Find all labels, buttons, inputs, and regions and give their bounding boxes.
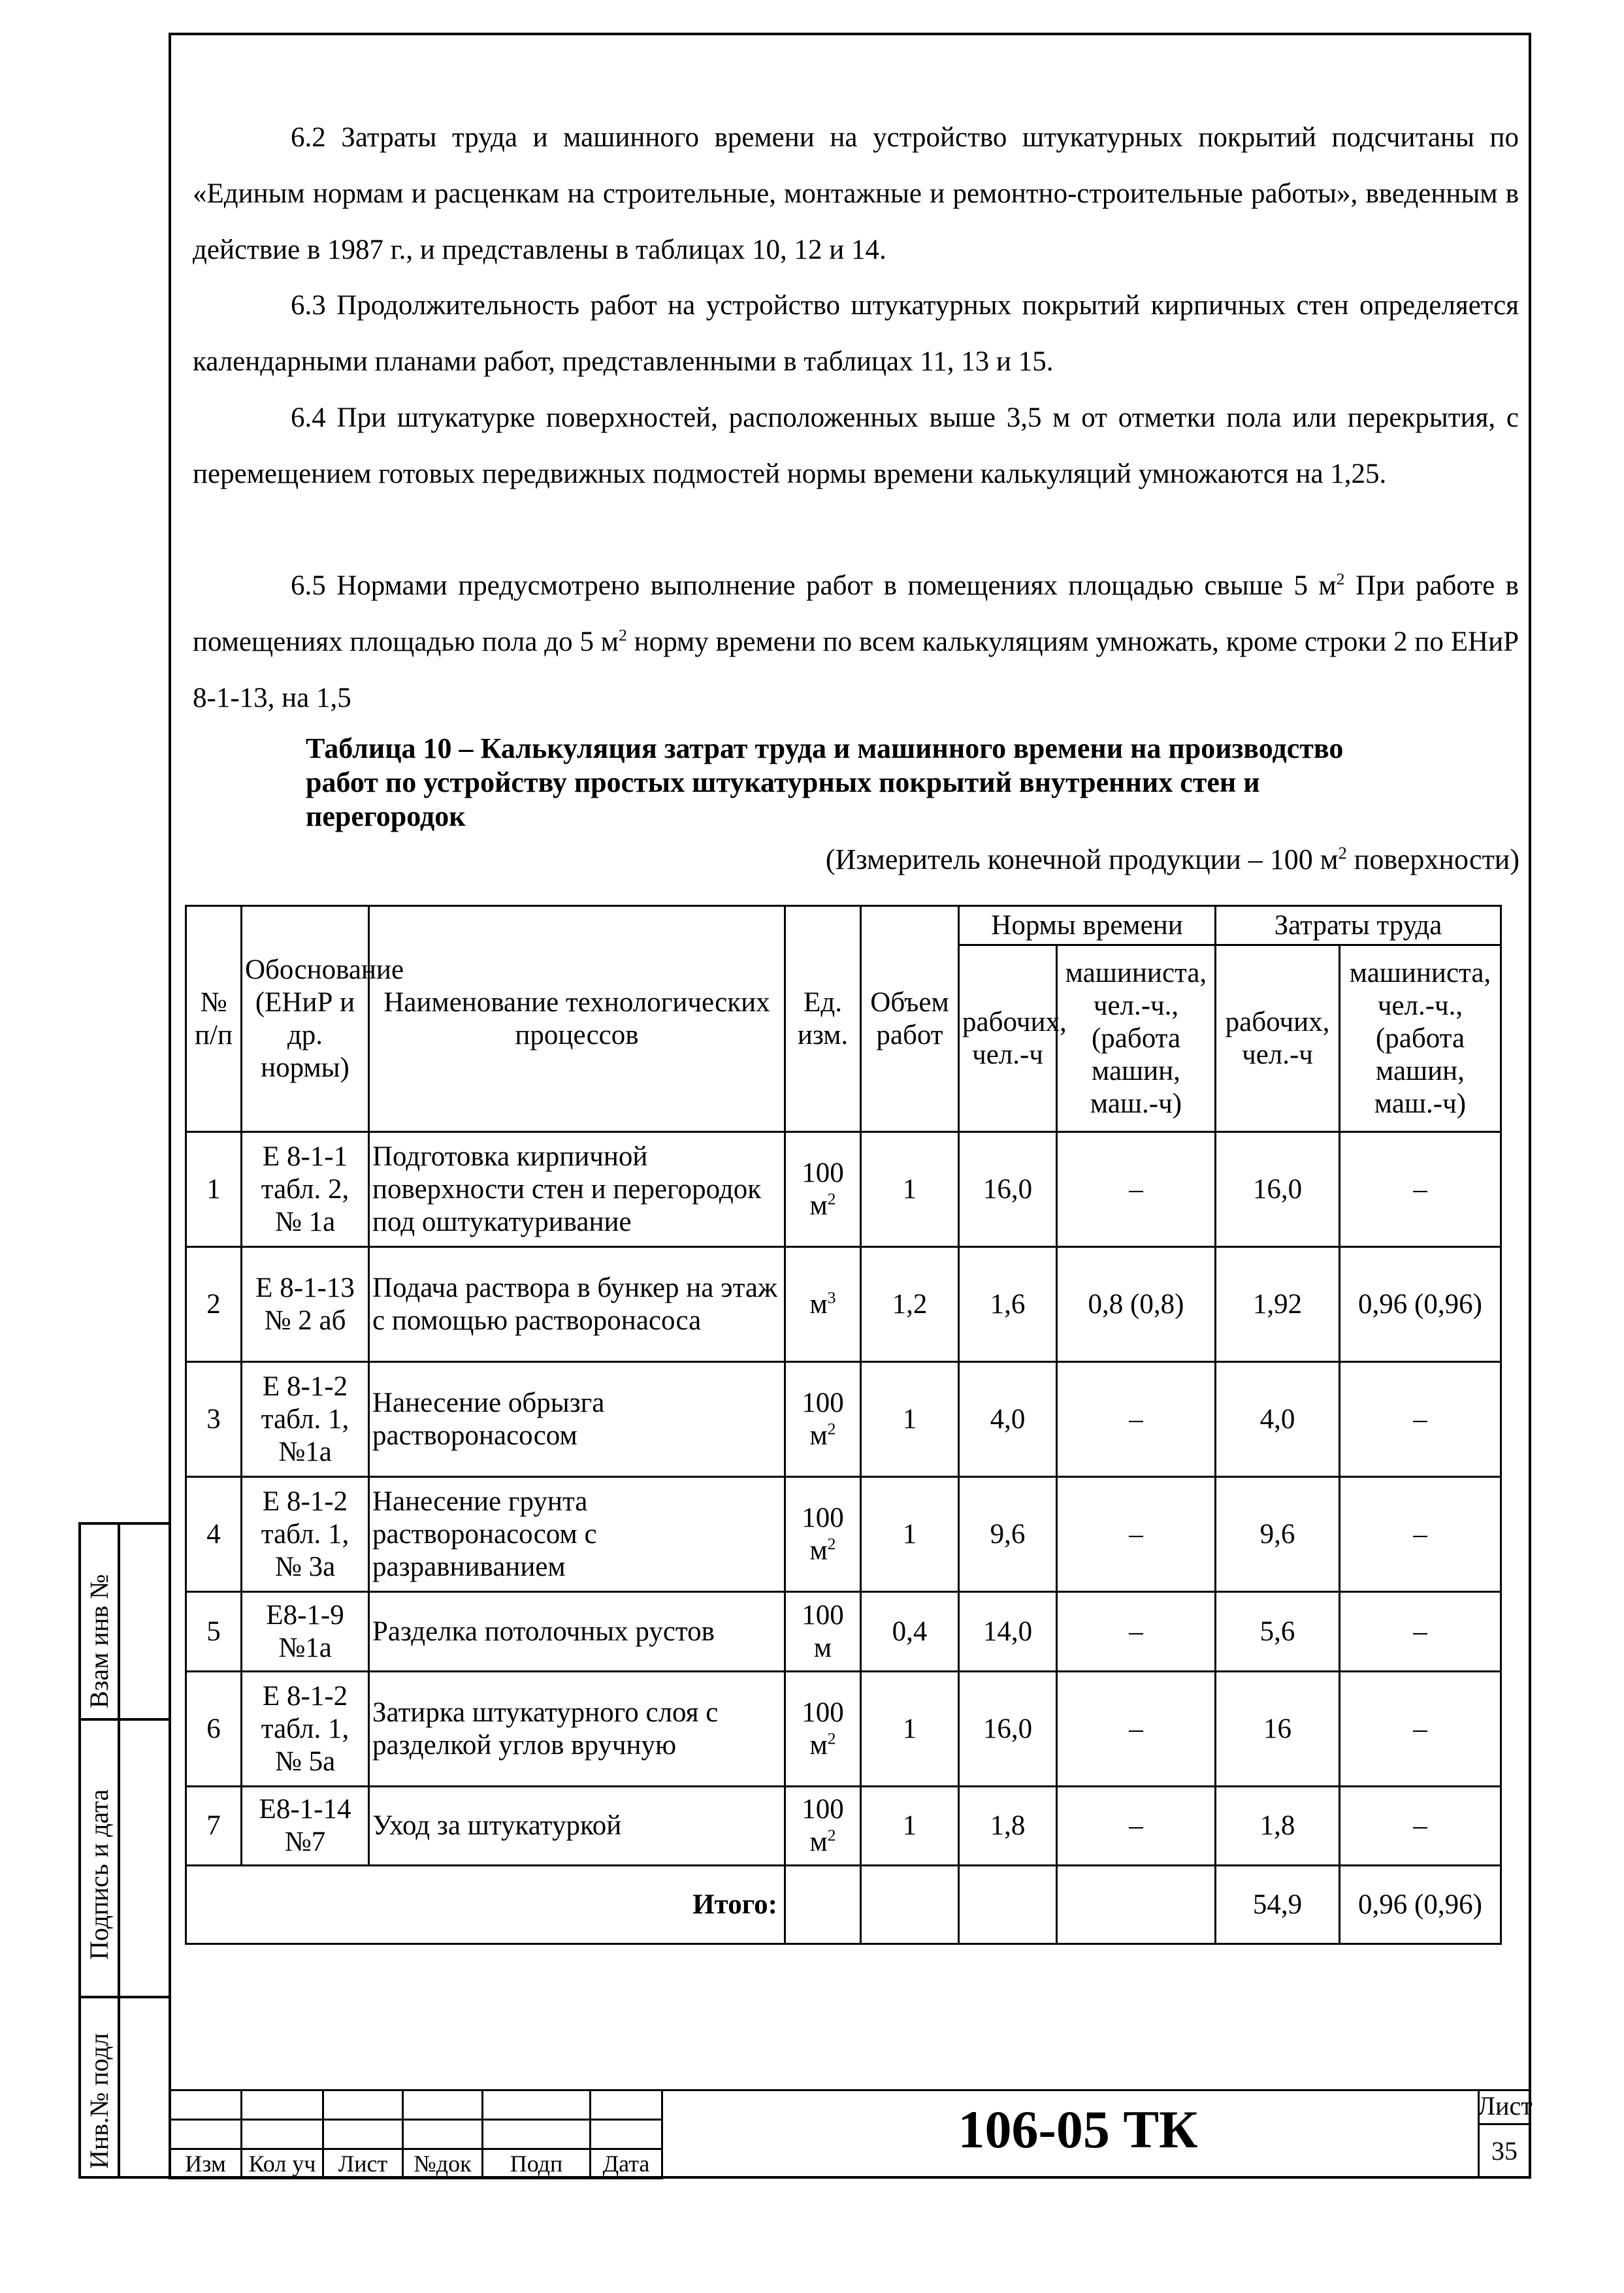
table-row [186,1672,1501,1787]
paragraph-6-2: 6.2 Затраты труда и машинного времени на устройство штукатурных покрытий подсчитаны по «Единым нормам и расценкам на строительные, монтажные и ремонтно-строительные работы», введенным в действие в 1987 г., и представлены в таблицах 10, 12 и 14. [193,122,1519,265]
cell-cost-workers: 1,92 [1216,1247,1340,1362]
cell-volume: 1 [861,1132,959,1247]
paragraph-6-4: 6.4 При штукатурке поверхностей, расположенных выше 3,5 м от отметки пола или перекрытия, с перемещением готовых передвижных подмостей нормы времени калькуляций умножаются на 1,25. [193,402,1519,489]
sheet-label: Лист [1478,2089,1531,2125]
cell-cost-machinist: – [1340,1132,1501,1247]
cell-empty [785,1866,861,1944]
cell-name: Уход за штукатуркой [369,1787,785,1866]
table-row [186,1477,1501,1592]
header-machinist-norm: машиниста, чел.-ч., (работа машин, маш.-ч) [1057,945,1216,1132]
table-row [186,1592,1501,1672]
cell-cost-machinist: 0,96 (0,96) [1340,1247,1501,1362]
cell-unit: 100 $м^2$ [785,1132,861,1247]
header-name: Наименование технологических процессов [369,906,785,1132]
cell-unit: 100 м [785,1592,861,1672]
cell-norm-workers: 4,0 [959,1362,1057,1477]
cell-basis: Е 8-1-13 № 2 аб [242,1247,369,1362]
cell-norm-machinist: – [1057,1592,1216,1672]
stamp-col-izm: Изм [170,2149,242,2179]
cell-cost-machinist: – [1340,1362,1501,1477]
binding-divider [78,1718,169,1721]
label-podpis-data: Подпись и дата [84,1789,114,1960]
cell-norm-machinist: – [1057,1787,1216,1866]
cell-basis: Е 8-1-1 табл. 2, № 1а [242,1132,369,1247]
cell-basis: Е 8-1-2 табл. 1, № 3а [242,1477,369,1592]
cell-volume: 1 [861,1672,959,1787]
cell-num: 4 [186,1477,242,1592]
cell-norm-machinist: – [1057,1362,1216,1477]
label-vzam-inv: Взам инв № [84,1574,114,1708]
cell-num: 5 [186,1592,242,1672]
cell-unit: $м^3$ [785,1247,861,1362]
total-cost-machinist: 0,96 (0,96) [1340,1866,1501,1944]
stamp-col-podp: Подп [483,2149,591,2179]
cell-unit: 100 $м^2$ [785,1672,861,1787]
binding-divider [78,1996,169,1998]
cell-norm-machinist: – [1057,1672,1216,1787]
calculation-table [185,905,1502,1945]
cell-cost-machinist: – [1340,1672,1501,1787]
header-basis: Обоснование (ЕНиР и др. нормы) [242,906,369,1132]
header-norms: Нормы времени [959,906,1216,945]
stamp-col-kol: Кол уч [242,2149,323,2179]
cell-name: Затирка штукатурного слоя с разделкой углов вручную [369,1672,785,1787]
header-costs: Затраты труда [1216,906,1501,945]
stamp-col-data: Дата [591,2149,662,2179]
label-inv-podl: Инв.№ подл [84,2033,114,2169]
cell-volume: 1 [861,1477,959,1592]
cell-unit: 100 $м^2$ [785,1362,861,1477]
paragraph-6-3: 6.3 Продолжительность работ на устройство штукатурных покрытий кирпичных стен определяется календарными планами работ, представленными в таблицах 11, 13 и 15. [193,290,1519,377]
stamp-col-ndok: №док [403,2149,483,2179]
total-cost-workers: 54,9 [1216,1866,1340,1944]
table-row [186,1362,1501,1477]
cell-name: Нанесение обрызга растворонасосом [369,1362,785,1477]
cell-num: 6 [186,1672,242,1787]
cell-volume: 1 [861,1362,959,1477]
cell-volume: 1 [861,1787,959,1866]
cell-norm-machinist: – [1057,1132,1216,1247]
header-machinist-cost: машиниста, чел.-ч., (работа машин, маш.-ч) [1340,945,1501,1132]
cell-cost-workers: 5,6 [1216,1592,1340,1672]
header-workers-norm: рабочих, чел.-ч [959,945,1057,1132]
cell-basis: Е8-1-9 №1а [242,1592,369,1672]
cell-num: 1 [186,1132,242,1247]
cell-cost-machinist: – [1340,1477,1501,1592]
cell-norm-workers: 9,6 [959,1477,1057,1592]
cell-num: 2 [186,1247,242,1362]
measure-unit: (Измеритель конечной продукции – 100 $м^2$ поверхности) [825,843,1519,875]
header-unit: Ед. изм. [785,906,861,1132]
header-volume: Объем работ [861,906,959,1132]
cell-num: 3 [186,1362,242,1477]
cell-name: Разделка потолочных рустов [369,1592,785,1672]
cell-norm-workers: 16,0 [959,1672,1057,1787]
cell-basis: Е 8-1-2 табл. 1, № 5а [242,1672,369,1787]
cell-empty [1057,1866,1216,1944]
binding-col-line [118,1522,120,2179]
cell-volume: 0,4 [861,1592,959,1672]
cell-norm-workers: 14,0 [959,1592,1057,1672]
cell-basis: Е8-1-14 №7 [242,1787,369,1866]
table-row [186,1787,1501,1866]
cell-cost-workers: 16 [1216,1672,1340,1787]
table-row [186,1132,1501,1247]
stamp-col-list: Лист [323,2149,403,2179]
cell-volume: 1,2 [861,1247,959,1362]
total-label: Итого: [186,1866,785,1944]
cell-cost-workers: 1,8 [1216,1787,1340,1866]
table-row [186,1247,1501,1362]
cell-basis: Е 8-1-2 табл. 1, №1а [242,1362,369,1477]
cell-norm-workers: 16,0 [959,1132,1057,1247]
cell-norm-workers: 1,6 [959,1247,1057,1362]
cell-empty [959,1866,1057,1944]
cell-norm-machinist: – [1057,1477,1216,1592]
document-code: 106-05 ТК [958,2100,1198,2159]
cell-name: Подача раствора в бункер на этаж с помощью растворонасоса [369,1247,785,1362]
header-workers-cost: рабочих, чел.-ч [1216,945,1340,1132]
cell-cost-machinist: – [1340,1592,1501,1672]
table-total-row [186,1866,1501,1944]
paragraph-6-5: 6.5 Нормами предусмотрено выполнение работ в помещениях площадью свыше 5 $м^2$ При работе в помещениях площадью пола до 5 $м^2$ норму времени по всем калькуляциям умножать, кроме строки 2 по ЕНиР 8-1-13, на 1,5 [193,569,1519,713]
cell-cost-machinist: – [1340,1787,1501,1866]
cell-unit: 100 $м^2$ [785,1477,861,1592]
table-caption: Таблица 10 – Калькуляция затрат труда и машинного времени на производство работ по устройству простых штукатурных покрытий внутренних стен и перегородок [306,732,1344,832]
cell-name: Нанесение грунта растворонасосом с разравниванием [369,1477,785,1592]
cell-cost-workers: 9,6 [1216,1477,1340,1592]
cell-norm-workers: 1,8 [959,1787,1057,1866]
header-num: № п/п [186,906,242,1132]
stamp-grid [169,2089,663,2179]
cell-name: Подготовка кирпичной поверхности стен и перегородок под оштукатуривание [369,1132,785,1247]
cell-empty [861,1866,959,1944]
cell-cost-workers: 4,0 [1216,1362,1340,1477]
cell-num: 7 [186,1787,242,1866]
cell-cost-workers: 16,0 [1216,1132,1340,1247]
sheet-number: 35 [1491,2136,1518,2166]
cell-unit: 100 $м^2$ [785,1787,861,1866]
cell-norm-machinist: 0,8 (0,8) [1057,1247,1216,1362]
